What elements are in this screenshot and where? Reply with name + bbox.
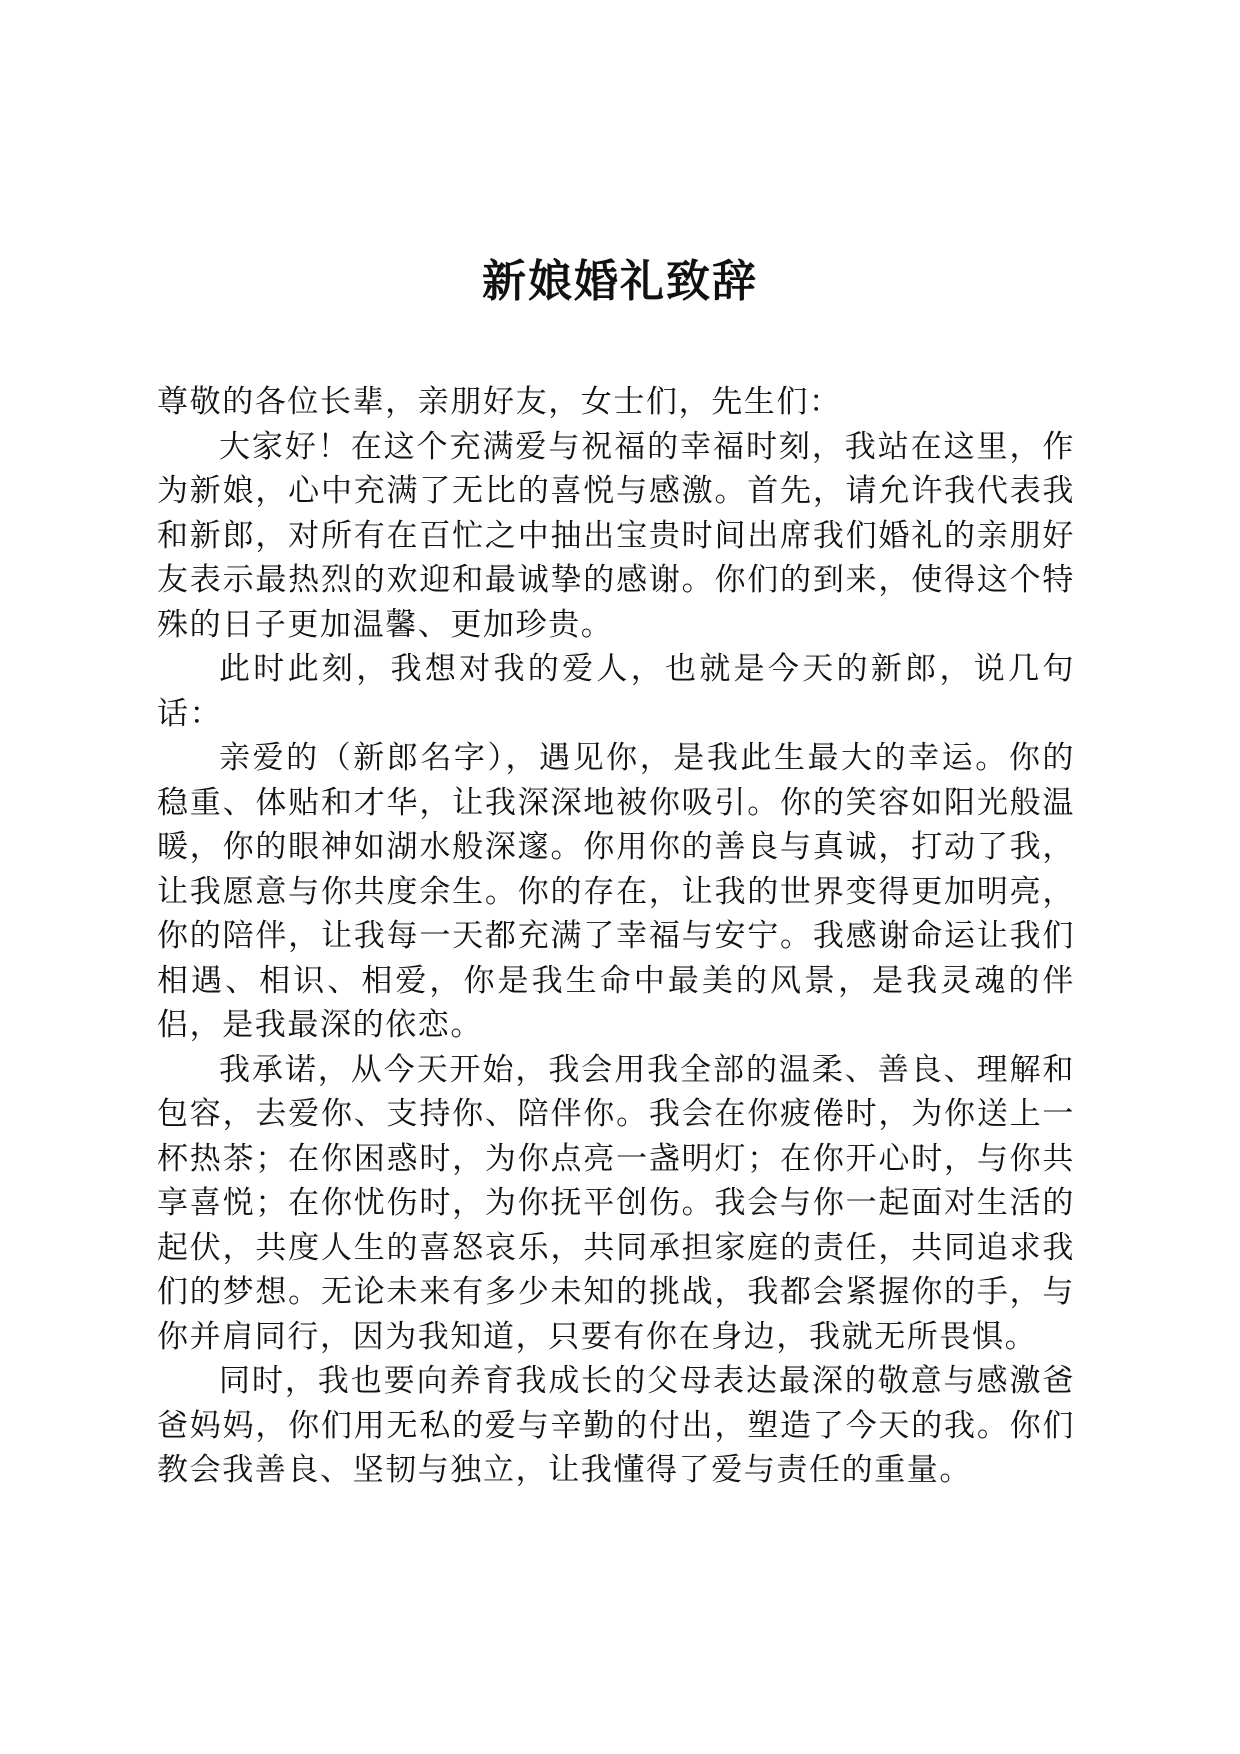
document-body <box>157 380 1075 1493</box>
love-paragraph: 亲爱的（新郎名字），遇见你，是我此生最大的幸运。你的稳重、体贴和才华，让我深深地被你吸引。你的笑容如阳光般温暖，你的眼神如湖水般深邃。你用你的善良与真诚，打动了我，让我愿意与你共度余生。你的存在，让我的世界变得更加明亮，你的陪伴，让我每一天都充满了幸福与安宁。我感谢命运让我们相遇、相识、相爱，你是我生命中最美的风景，是我灵魂的伴侣，是我最深的依恋。 <box>157 740 1075 1043</box>
parents-paragraph: 同时，我也要向养育我成长的父母表达最深的敬意与感激爸爸妈妈，你们用无私的爱与辛勤的付出，塑造了今天的我。你们教会我善良、坚韧与独立，让我懂得了爱与责任的重量。 <box>157 1363 1075 1488</box>
address-groom-paragraph: 此时此刻，我想对我的爱人，也就是今天的新郎，说几句话： <box>157 651 1075 732</box>
salutation-paragraph: 尊敬的各位长辈，亲朋好友，女士们，先生们： <box>157 384 842 420</box>
document-title: 新娘婚礼致辞 <box>482 256 758 307</box>
promise-paragraph: 我承诺，从今天开始，我会用我全部的温柔、善良、理解和包容，去爱你、支持你、陪伴你。我会在你疲倦时，为你送上一杯热茶；在你困惑时，为你点亮一盏明灯；在你开心时，与你共享喜悦；在你忧伤时，为你抚平创伤。我会与你一起面对生活的起伏，共度人生的喜怒哀乐，共同承担家庭的责任，共同追求我们的梦想。无论未来有多少未知的挑战，我都会紧握你的手，与你并肩同行，因为我知道，只要有你在身边，我就无所畏惧。 <box>157 1051 1075 1355</box>
greeting-paragraph: 大家好！在这个充满爱与祝福的幸福时刻，我站在这里，作为新娘，心中充满了无比的喜悦与感激。首先，请允许我代表我和新郎，对所有在百忙之中抽出宝贵时间出席我们婚礼的亲朋好友表示最热烈的欢迎和最诚挚的感谢。你们的到来，使得这个特殊的日子更加温馨、更加珍贵。 <box>157 428 1075 643</box>
